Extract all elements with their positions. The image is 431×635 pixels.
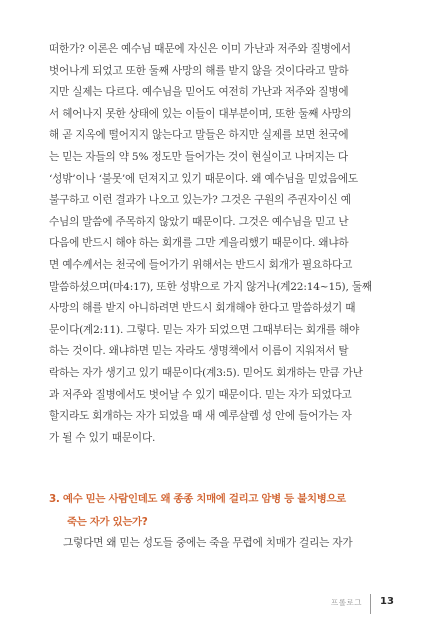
text-line: 수님의 말씀에 주목하지 않았기 때문이다. 그것은 예수님을 믿고 난 xyxy=(49,215,349,228)
text-line: 락하는 자가 생기고 있기 때문이다(계3:5). 믿어도 회개하는 만큼 가난 xyxy=(49,366,363,379)
text-line: 떠한가? 이론은 예수님 때문에 자신은 이미 가난과 저주와 질병에서 xyxy=(49,43,351,55)
text-line: 서 헤어나지 못한 상태에 있는 이들이 대부분이며, 또한 둘째 사망의 xyxy=(49,107,352,120)
body-paragraph xyxy=(49,39,385,449)
text-line: 할지라도 회개하는 자가 되었을 때 새 예루살렘 성 안에 들어가는 자 xyxy=(49,410,352,423)
text-line: 는 믿는 자들의 약 5% 정도만 들어가는 것이 현실이고 나머지는 다 xyxy=(49,150,348,163)
text-line: 가 될 수 있기 때문이다. xyxy=(49,431,156,444)
text-line: 사망의 해를 받지 아니하려면 반드시 회개해야 한다고 말씀하셨기 때 xyxy=(49,302,356,315)
section-heading-line-1: 3. 예수 믿는 사람인데도 왜 종종 치매에 걸리고 암병 등 불치병으로 xyxy=(49,493,346,505)
text-line: 불구하고 이런 결과가 나오고 있는가? 그것은 구원의 주권자이신 예 xyxy=(49,194,351,207)
text-line: 면 예수께서는 천국에 들어가기 위해서는 반드시 회개가 필요하다고 xyxy=(49,258,353,271)
footer-divider xyxy=(370,594,371,614)
text-line: 다음에 반드시 해야 하는 회개를 그만 게을리했기 때문이다. 왜냐하 xyxy=(49,237,349,250)
section-paragraph xyxy=(63,533,393,555)
page-number: 13 xyxy=(380,596,394,607)
text-line: 말씀하셨으며(마4:17), 또한 성밖으로 가지 않거나(계22:14~15), 둘째 xyxy=(49,280,372,293)
text-line: 지만 실제는 다르다. 예수님을 믿어도 여전히 가난과 저주와 질병에 xyxy=(49,86,349,99)
text-line: 해 곧 지옥에 떨어지지 않는다고 말들은 하지만 실제를 보면 천국에 xyxy=(49,129,349,142)
text-line: 과 저주와 질병에서도 벗어날 수 있기 때문이다. 믿는 자가 되었다고 xyxy=(49,388,352,401)
section-heading xyxy=(49,488,389,534)
text-line: 그렇다면 왜 믿는 성도들 중에는 죽을 무렵에 치매가 걸리는 자가 xyxy=(63,537,353,549)
text-line: 벗어나게 되었고 또한 둘째 사망의 해를 받지 않을 것이다라고 말하 xyxy=(49,64,349,77)
text-line: 문이다(계2:11). 그렇다. 믿는 자가 되었으면 그때부터는 회개를 해야 xyxy=(49,323,360,336)
footer-section-label: 프롤로그 xyxy=(331,598,362,607)
section-heading-line-2: 죽는 자가 있는가? xyxy=(67,516,148,528)
text-line: 하는 것이다. 왜냐하면 믿는 자라도 생명책에서 이름이 지워져서 탈 xyxy=(49,345,349,358)
text-line: ‘성밖’이나 ‘불못’에 던져지고 있기 때문이다. 왜 예수님을 믿었음에도 xyxy=(49,172,358,185)
page-footer xyxy=(0,594,431,616)
